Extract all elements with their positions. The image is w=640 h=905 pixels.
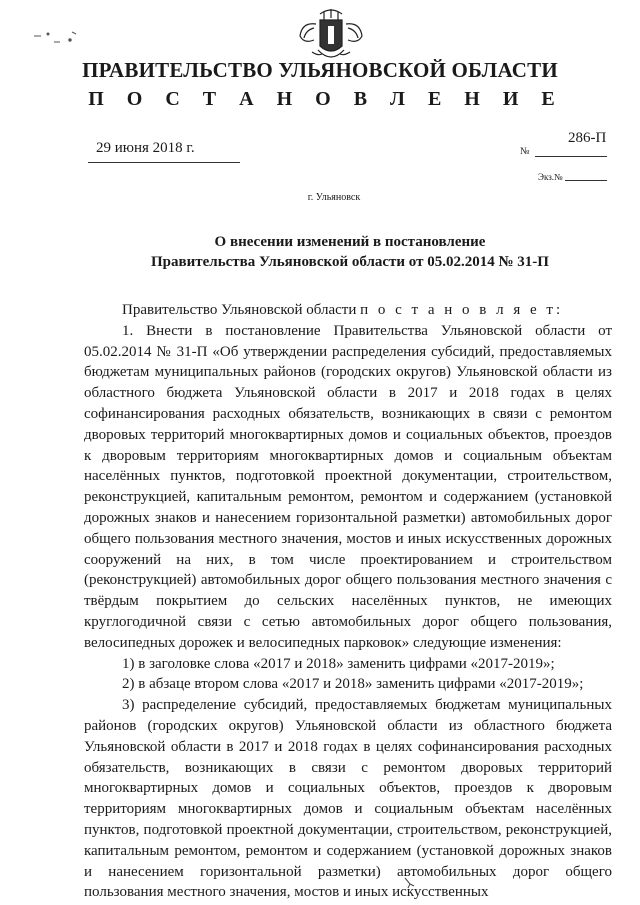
number-label: №: [520, 146, 530, 157]
copy-number-underline: [565, 180, 607, 181]
subitem-3: 3) распределение субсидий, предоставляемых бюджетам муниципальных районов (городских округов) Ульяновской области из областного бюджета Ульяновской области в 2017 и 2018 годах в целях софинансирования расходных обязательств, возникающих в связи с ремонтом дворовых территорий многоквартирных домов и социальных объектов, проездов к дворовым территориям многоквартирных домов и социальным объектам населённых пунктов, подготовкой проектной документации, строительством, реконструкцией, капитальным ремонтом, ремонтом и содержанием (установкой дорожных знаков и нанесением горизонтальной разметки) автомобильных дорог общего пользования местного значения, мостов и иных искусственных: [84, 697, 612, 901]
document-date: 29 июня 2018 г.: [96, 140, 195, 156]
item-1: 1. Внести в постановление Правительства Ульяновской области от 05.02.2014 № 31-П «Об утверждении распределения субсидий, предоставляемых бюджетам муниципальных районов (городских округов) Ульяновской области из областного бюджета Ульяновской области в 2017 и 2018 годах в целях софинансирования расходных обязательств, возникающих в связи с ремонтом дворовых территорий многоквартирных домов и социальных объектов, проездов к дворовым территориям многоквартирных домов и социальным объектам населённых пунктов, подготовкой проектной документации, строительством, реконструкцией, капитальным ремонтом, ремонтом и содержанием (установкой дорожных знаков и нанесением горизонтальной разметки) автомобильных дорог общего пользования местного значения, мостов и иных искусственных дорожных сооружений на них, в том числе проектированием и строительством (реконструкцией) автомобильных дорог общего пользования местного значения с твёрдым покрытием до сельских населённых пунктов, не имеющих круглогодичной связи с сетью автомобильных дорог общего пользования, велосипедных дорожек и велосипедных парковок» следующие изменения:: [84, 322, 612, 651]
document-subject: [100, 232, 600, 272]
number-underline: [535, 156, 607, 157]
subject-line-1: О внесении изменений в постановление: [214, 234, 486, 250]
subject-line-2: Правительства Ульяновской области от 05.02.2014 № 31-П: [151, 254, 549, 270]
document-body: [84, 300, 612, 903]
intro-paragraph: [84, 300, 612, 321]
copy-number-label: Экз.№: [538, 172, 563, 182]
document-type: П О С Т А Н О В Л Е Н И Е: [88, 88, 564, 110]
subitem-2: 2) в абзаце втором слова «2017 и 2018» заменить цифрами «2017-2019»;: [122, 676, 584, 693]
city: г. Ульяновск: [307, 192, 361, 203]
subitem-1: 1) в заголовке слова «2017 и 2018» заменить цифрами «2017-2019»;: [122, 655, 555, 672]
intro-text: Правительство Ульяновской области: [122, 302, 357, 318]
document-number: 286-П: [568, 130, 607, 146]
scan-mark-icon: [402, 876, 418, 892]
scan-corner-marks: [32, 28, 80, 52]
intro-verb: п о с т а н о в л я е т:: [360, 302, 564, 318]
coat-of-arms-icon: [294, 6, 368, 66]
date-underline: [88, 162, 240, 163]
government-title: ПРАВИТЕЛЬСТВО УЛЬЯНОВСКОЙ ОБЛАСТИ: [82, 58, 558, 82]
